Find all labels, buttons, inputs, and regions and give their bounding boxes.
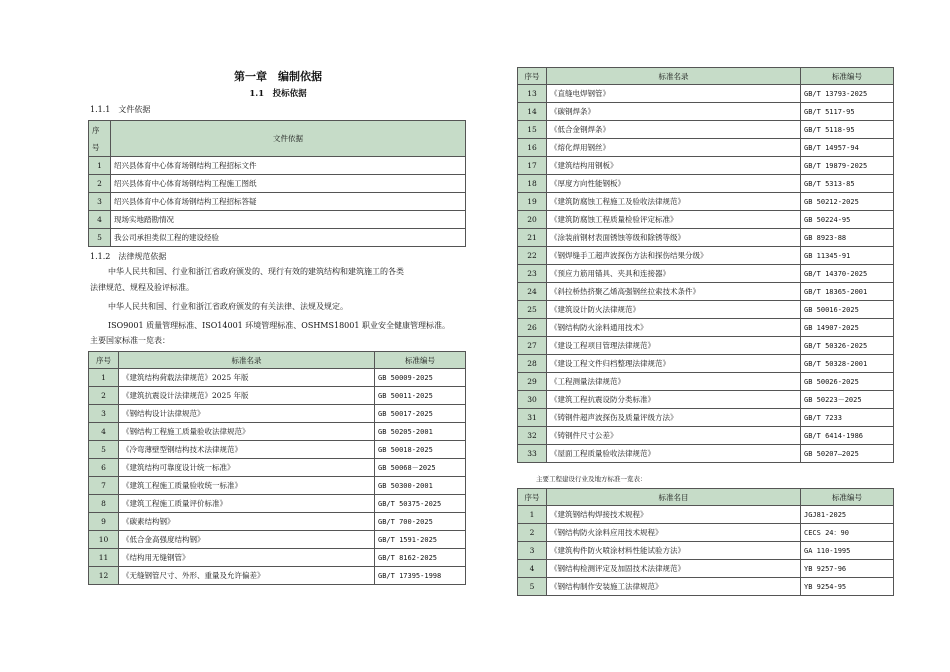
file-basis-table xyxy=(88,120,466,247)
row-number: 5 xyxy=(89,229,111,247)
row-number: 10 xyxy=(89,531,119,549)
standard-name: 《预应力筋用锚具、夹具和连接器》 xyxy=(547,265,801,283)
standard-code: GB 14907-2025 xyxy=(801,319,894,337)
row-number: 3 xyxy=(518,542,547,560)
standard-name: 《建筑设计防火法律规范》 xyxy=(547,301,801,319)
standard-name: 《建设工程项目管理法律规范》 xyxy=(547,337,801,355)
row-number: 24 xyxy=(518,283,547,301)
table-row xyxy=(89,405,466,423)
header-standard-code: 标准编号 xyxy=(801,68,894,85)
row-number: 31 xyxy=(518,409,547,427)
table-row xyxy=(518,578,894,596)
standard-code: GB 50212-2025 xyxy=(801,193,894,211)
standard-code: GB/T 6414-1986 xyxy=(801,427,894,445)
section-title: 1.1 投标依据 xyxy=(249,89,307,99)
header-no-line1: 序 xyxy=(92,125,100,135)
paragraph-law-1-line1: 中华人民共和国、行业和浙江省政府颁发的、现行有效的建筑结构和建筑施工的各类 xyxy=(108,267,404,276)
national-standards-table-continued xyxy=(517,67,894,463)
standard-name: 《铸钢件尺寸公差》 xyxy=(547,427,801,445)
standard-name: 《无缝钢管尺寸、外形、重量及允许偏差》 xyxy=(119,567,375,585)
table-row xyxy=(89,193,466,211)
standard-name: 绍兴县体育中心体育场钢结构工程施工图纸 xyxy=(111,175,466,193)
paragraph-law-2: 中华人民共和国、行业和浙江省政府颁发的有关法律、法规及规定。 xyxy=(108,302,348,311)
table-row xyxy=(518,175,894,193)
table-row xyxy=(518,337,894,355)
standard-name: 《钢结构制作安装施工法律规范》 xyxy=(547,578,801,596)
header-no-line2: 号 xyxy=(92,142,100,152)
table-row xyxy=(89,211,466,229)
row-number: 4 xyxy=(89,423,119,441)
standard-name: 绍兴县体育中心体育场钢结构工程招标答疑 xyxy=(111,193,466,211)
standard-name: 《建筑工程施工质量评价标准》 xyxy=(119,495,375,513)
row-number: 33 xyxy=(518,445,547,463)
row-number: 5 xyxy=(89,441,119,459)
standard-code: GB 50009-2025 xyxy=(375,369,466,387)
standard-code: GB/T 50375-2025 xyxy=(375,495,466,513)
table-row xyxy=(89,459,466,477)
row-number: 6 xyxy=(89,459,119,477)
table-row xyxy=(89,423,466,441)
header-file-basis: 文件依据 xyxy=(111,121,466,157)
row-number: 17 xyxy=(518,157,547,175)
table-row xyxy=(89,477,466,495)
table-row xyxy=(518,560,894,578)
standard-code: GB/T 19879-2025 xyxy=(801,157,894,175)
row-number: 7 xyxy=(89,477,119,495)
row-number: 4 xyxy=(518,560,547,578)
standard-name: 《钢结构防火涂料通用技术》 xyxy=(547,319,801,337)
table-row xyxy=(89,531,466,549)
standard-code: GB 50011-2025 xyxy=(375,387,466,405)
table-row xyxy=(518,506,894,524)
row-number: 2 xyxy=(518,524,547,542)
standard-code: GB 50018-2025 xyxy=(375,441,466,459)
row-number: 5 xyxy=(518,578,547,596)
table-row xyxy=(518,391,894,409)
standard-code: GB 50207—2025 xyxy=(801,445,894,463)
row-number: 2 xyxy=(89,387,119,405)
standard-name: 《工程测量法律规范》 xyxy=(547,373,801,391)
standard-name: 《建筑结构用钢板》 xyxy=(547,157,801,175)
national-standards-table xyxy=(88,351,466,585)
subsection-law-basis-heading: 1.1.2 法律规范依据 xyxy=(90,252,167,261)
standard-code: YB 9254-95 xyxy=(801,578,894,596)
row-number: 19 xyxy=(518,193,547,211)
paragraph-law-1 xyxy=(90,265,468,279)
industry-standards-intro: 主要工程建设行业及地方标准一览表： xyxy=(536,475,647,483)
row-number: 3 xyxy=(89,193,111,211)
standard-code: GA 110-1995 xyxy=(801,542,894,560)
table-row xyxy=(89,567,466,585)
table-row xyxy=(518,445,894,463)
row-number: 11 xyxy=(89,549,119,567)
table-row xyxy=(518,193,894,211)
standard-name: 《建筑防腐蚀工程质量检验评定标准》 xyxy=(547,211,801,229)
row-number: 18 xyxy=(518,175,547,193)
header-standard-code: 标准编号 xyxy=(375,352,466,369)
standard-name: 《碳钢焊条》 xyxy=(547,103,801,121)
table-row xyxy=(89,175,466,193)
standard-code: CECS 24：90 xyxy=(801,524,894,542)
standard-name: 《熔化焊用钢丝》 xyxy=(547,139,801,157)
standard-code: GB/T 17395-1998 xyxy=(375,567,466,585)
row-number: 30 xyxy=(518,391,547,409)
standard-name: 《低合金高强度结构钢》 xyxy=(119,531,375,549)
standard-name: 《建筑构件防火喷涂材料性能试验方法》 xyxy=(547,542,801,560)
table-row xyxy=(518,319,894,337)
standard-name: 《钢焊缝手工超声波探伤方法和探伤结果分级》 xyxy=(547,247,801,265)
row-number: 14 xyxy=(518,103,547,121)
standard-code: GB/T 18365-2001 xyxy=(801,283,894,301)
standard-name: 《建设工程文件归档整理法律规范》 xyxy=(547,355,801,373)
standard-code: GB/T 50328-2001 xyxy=(801,355,894,373)
standard-name: 《铸钢件超声波探伤及质量评级方法》 xyxy=(547,409,801,427)
table-row xyxy=(89,387,466,405)
standard-code: GB/T 1591-2025 xyxy=(375,531,466,549)
row-number: 3 xyxy=(89,405,119,423)
standard-code: GB 50026-2025 xyxy=(801,373,894,391)
standard-code: GB/T 5117-95 xyxy=(801,103,894,121)
standard-name: 《建筑钢结构焊接技术规程》 xyxy=(547,506,801,524)
row-number: 1 xyxy=(89,157,111,175)
table-row xyxy=(518,121,894,139)
standard-code: YB 9257-96 xyxy=(801,560,894,578)
header-standard-title: 标准名目 xyxy=(547,489,801,506)
national-standards-intro: 主要国家标准一览表： xyxy=(90,336,170,345)
standard-name: 《建筑抗震设计法律规范》2025 年版 xyxy=(119,387,375,405)
standard-name: 《建筑工程施工质量验收统一标准》 xyxy=(119,477,375,495)
standard-name: 《钢结构防火涂料应用技术规程》 xyxy=(547,524,801,542)
standard-name: 《冷弯薄壁型钢结构技术法律规范》 xyxy=(119,441,375,459)
standard-name: 《建筑防腐蚀工程施工及验收法律规范》 xyxy=(547,193,801,211)
row-number: 2 xyxy=(89,175,111,193)
row-number: 12 xyxy=(89,567,119,585)
standard-code: GB 11345-91 xyxy=(801,247,894,265)
chapter-title: 第一章 编制依据 xyxy=(234,70,322,83)
table-row xyxy=(518,355,894,373)
standard-name: 《钢结构设计法律规范》 xyxy=(119,405,375,423)
row-number: 4 xyxy=(89,211,111,229)
row-number: 16 xyxy=(518,139,547,157)
paragraph-law-1-line2: 法律规范、规程及验评标准。 xyxy=(90,283,194,292)
standard-name: 《直缝电焊钢管》 xyxy=(547,85,801,103)
row-number: 13 xyxy=(518,85,547,103)
table-row xyxy=(518,85,894,103)
table-row xyxy=(518,139,894,157)
standard-code: GB/T 5118-95 xyxy=(801,121,894,139)
standard-name: 现场实地踏勘情况 xyxy=(111,211,466,229)
standard-code: GB/T 13793-2025 xyxy=(801,85,894,103)
table-row xyxy=(89,549,466,567)
header-standard-name: 标准名录 xyxy=(547,68,801,85)
standard-name: 我公司承担类似工程的建设经验 xyxy=(111,229,466,247)
table-row xyxy=(518,103,894,121)
subsection-file-basis-heading: 1.1.1 文件依据 xyxy=(90,105,151,114)
standard-name: 《涂装前钢材表面锈蚀等级和除锈等级》 xyxy=(547,229,801,247)
standard-name: 《碳素结构钢》 xyxy=(119,513,375,531)
row-number: 32 xyxy=(518,427,547,445)
standard-name: 《低合金钢焊条》 xyxy=(547,121,801,139)
standard-name: 《斜拉桥热挤聚乙烯高强钢丝拉索技术条件》 xyxy=(547,283,801,301)
standard-name: 《厚度方向性能钢板》 xyxy=(547,175,801,193)
table-row xyxy=(518,229,894,247)
row-number: 21 xyxy=(518,229,547,247)
standard-code: GB/T 14370-2025 xyxy=(801,265,894,283)
standard-code: GB 50300-2001 xyxy=(375,477,466,495)
standard-code: GB 8923-88 xyxy=(801,229,894,247)
header-standard-name: 标准名录 xyxy=(119,352,375,369)
row-number: 27 xyxy=(518,337,547,355)
row-number: 26 xyxy=(518,319,547,337)
row-number: 22 xyxy=(518,247,547,265)
standard-name: 《钢结构检测评定及加固技术法律规范》 xyxy=(547,560,801,578)
standard-code: GB 50068－2025 xyxy=(375,459,466,477)
standard-code: GB 50205-2001 xyxy=(375,423,466,441)
table-row xyxy=(518,373,894,391)
standard-code: GB 50223－2025 xyxy=(801,391,894,409)
row-number: 28 xyxy=(518,355,547,373)
paragraph-management-standards: ISO9001 质量管理标准、ISO14001 环境管理标准、OSHMS18001 职业安全健康管理标准。 xyxy=(108,321,450,330)
table-row xyxy=(518,524,894,542)
table-row xyxy=(518,157,894,175)
standard-code: GB/T 7233 xyxy=(801,409,894,427)
header-no: 序号 xyxy=(518,489,547,506)
industry-standards-table xyxy=(517,488,894,596)
table-row xyxy=(518,301,894,319)
table-row xyxy=(518,427,894,445)
table-row xyxy=(89,157,466,175)
standard-code: GB/T 50326-2025 xyxy=(801,337,894,355)
standard-code: GB 50224-95 xyxy=(801,211,894,229)
standard-name: 《结构用无缝钢管》 xyxy=(119,549,375,567)
standard-code: GB/T 14957-94 xyxy=(801,139,894,157)
header-no: 序号 xyxy=(89,352,119,369)
standard-name: 《屋面工程质量验收法律规范》 xyxy=(547,445,801,463)
table-row xyxy=(518,542,894,560)
header-standard-code: 标准编号 xyxy=(801,489,894,506)
standard-code: GB/T 700-2025 xyxy=(375,513,466,531)
row-number: 1 xyxy=(518,506,547,524)
table-row xyxy=(89,441,466,459)
row-number: 15 xyxy=(518,121,547,139)
row-number: 9 xyxy=(89,513,119,531)
row-number: 1 xyxy=(89,369,119,387)
table-row xyxy=(89,513,466,531)
table-row xyxy=(89,229,466,247)
table-row xyxy=(518,265,894,283)
standard-name: 《建筑结构可靠度设计统一标准》 xyxy=(119,459,375,477)
table-row xyxy=(518,211,894,229)
table-row xyxy=(89,495,466,513)
row-number: 25 xyxy=(518,301,547,319)
table-row xyxy=(518,283,894,301)
header-no: 序号 xyxy=(518,68,547,85)
standard-code: GB 50016-2025 xyxy=(801,301,894,319)
standard-code: GB/T 8162-2025 xyxy=(375,549,466,567)
table-row xyxy=(518,247,894,265)
standard-code: GB/T 5313-85 xyxy=(801,175,894,193)
standard-name: 《建筑结构荷载法律规范》2025 年版 xyxy=(119,369,375,387)
standard-name: 绍兴县体育中心体育场钢结构工程招标文件 xyxy=(111,157,466,175)
row-number: 20 xyxy=(518,211,547,229)
row-number: 23 xyxy=(518,265,547,283)
row-number: 29 xyxy=(518,373,547,391)
row-number: 8 xyxy=(89,495,119,513)
header-no xyxy=(89,121,111,157)
paragraph-law-1-cont xyxy=(90,281,468,295)
standard-name: 《建筑工程抗震设防分类标准》 xyxy=(547,391,801,409)
standard-code: GB 50017-2025 xyxy=(375,405,466,423)
standard-code: JGJ81-2025 xyxy=(801,506,894,524)
standard-name: 《钢结构工程施工质量验收法律规范》 xyxy=(119,423,375,441)
table-row xyxy=(89,369,466,387)
table-row xyxy=(518,409,894,427)
